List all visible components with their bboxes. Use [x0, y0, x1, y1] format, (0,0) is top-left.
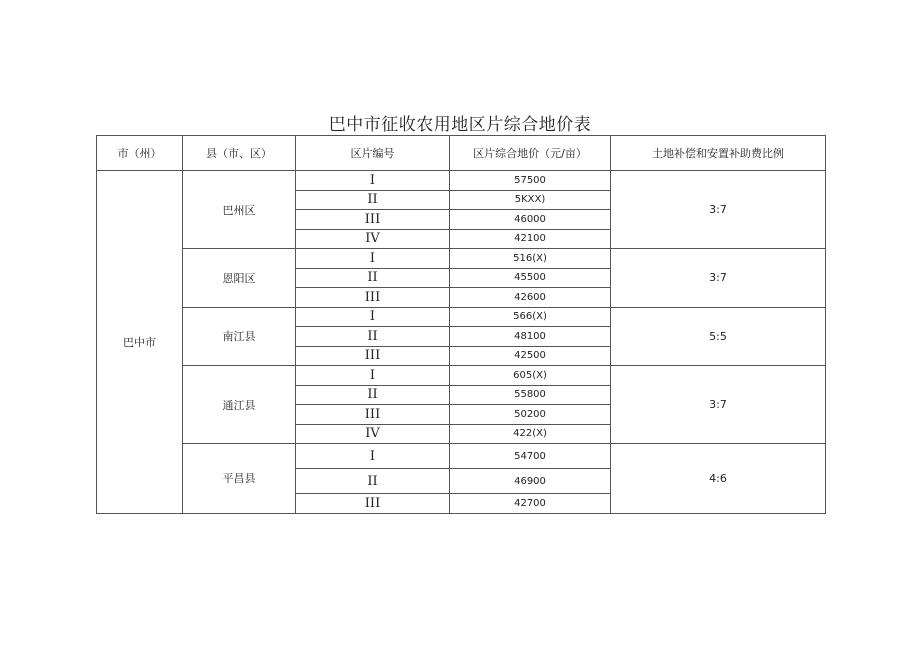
ratio-cell: 4:6: [611, 444, 826, 514]
price-cell: 5KXX): [450, 190, 611, 210]
price-cell: 46000: [450, 210, 611, 230]
zone-cell: III: [296, 346, 450, 366]
zone-cell: II: [296, 268, 450, 288]
table-row: [97, 307, 826, 327]
zone-cell: III: [296, 288, 450, 308]
zone-cell: I: [296, 171, 450, 191]
ratio-cell: 3:7: [611, 171, 826, 249]
header-city: 市（州）: [97, 136, 183, 171]
price-cell: 422(X): [450, 424, 611, 444]
price-cell: 516(X): [450, 249, 611, 269]
price-cell: 42100: [450, 229, 611, 249]
table-row: [97, 171, 826, 191]
county-cell: 南江县: [183, 307, 296, 366]
price-cell: 48100: [450, 327, 611, 347]
zone-cell: II: [296, 327, 450, 347]
page-title: 巴中市征收农用地区片综合地价表: [328, 115, 592, 135]
ratio-cell: 3:7: [611, 366, 826, 444]
zone-cell: I: [296, 366, 450, 386]
zone-cell: III: [296, 494, 450, 514]
table-row: [97, 444, 826, 469]
county-cell: 恩阳区: [183, 249, 296, 308]
ratio-cell: 5:5: [611, 307, 826, 366]
price-cell: 605(X): [450, 366, 611, 386]
price-cell: 42700: [450, 494, 611, 514]
header-ratio: 土地补偿和安置补助费比例: [611, 136, 826, 171]
city-cell: 巴中市: [97, 171, 183, 514]
price-cell: 55800: [450, 385, 611, 405]
zone-cell: I: [296, 307, 450, 327]
price-cell: 45500: [450, 268, 611, 288]
price-cell: 50200: [450, 405, 611, 425]
price-cell: 566(X): [450, 307, 611, 327]
land-price-table: [96, 135, 826, 514]
zone-cell: IV: [296, 229, 450, 249]
price-cell: 46900: [450, 469, 611, 494]
zone-cell: II: [296, 190, 450, 210]
zone-cell: I: [296, 444, 450, 469]
table-row: [97, 366, 826, 386]
price-cell: 42500: [450, 346, 611, 366]
zone-cell: III: [296, 405, 450, 425]
zone-cell: II: [296, 469, 450, 494]
zone-cell: I: [296, 249, 450, 269]
header-price: 区片综合地价（元/亩）: [450, 136, 611, 171]
table-row: [97, 249, 826, 269]
county-cell: 巴州区: [183, 171, 296, 249]
county-cell: 平昌县: [183, 444, 296, 514]
header-county: 县（市、区）: [183, 136, 296, 171]
ratio-cell: 3:7: [611, 249, 826, 308]
zone-cell: III: [296, 210, 450, 230]
header-zone-number: 区片编号: [296, 136, 450, 171]
price-cell: 57500: [450, 171, 611, 191]
price-cell: 54700: [450, 444, 611, 469]
zone-cell: IV: [296, 424, 450, 444]
county-cell: 通江县: [183, 366, 296, 444]
price-cell: 42600: [450, 288, 611, 308]
table-header-row: [97, 136, 826, 171]
zone-cell: II: [296, 385, 450, 405]
